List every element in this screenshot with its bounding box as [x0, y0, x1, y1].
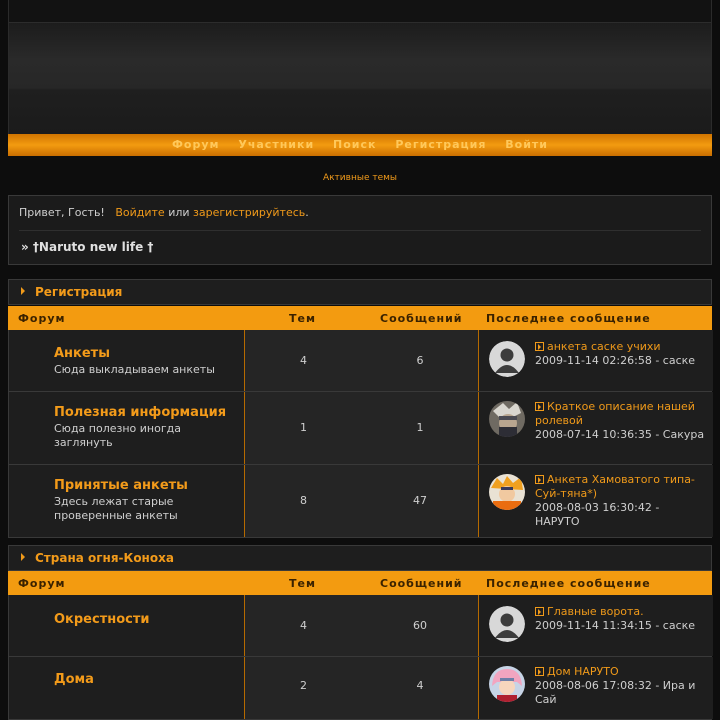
last-post-cell [479, 657, 713, 719]
col-last-post: Последнее сообщение [486, 577, 651, 590]
col-forum: Форум [18, 577, 66, 590]
header-top-strip [9, 0, 711, 23]
col-posts: Сообщений [380, 312, 463, 325]
last-post-info [535, 400, 705, 442]
topics-count [244, 465, 363, 537]
posts-count-value: 47 [413, 494, 427, 507]
posts-count [362, 392, 479, 464]
last-post-info [535, 605, 705, 633]
posts-count-value: 6 [416, 354, 424, 367]
last-post-meta: 2009-11-14 11:34:15 - саске [535, 619, 696, 632]
login-link[interactable]: Войдите [115, 206, 165, 219]
topics-count-value: 1 [300, 421, 307, 434]
topics-count [244, 392, 363, 464]
col-topics: Тем [289, 312, 316, 325]
topics-count [244, 595, 363, 656]
breadcrumb[interactable]: » †Naruto new life † [21, 240, 154, 254]
last-post-cell [479, 330, 713, 391]
topic-icon [535, 607, 544, 616]
topics-count-value: 2 [300, 679, 307, 692]
col-forum: Форум [18, 312, 66, 325]
posts-count-value: 60 [413, 619, 427, 632]
forum-name[interactable]: Анкеты [54, 346, 110, 361]
last-post-title[interactable]: Дом НАРУТО [547, 665, 619, 678]
category-title[interactable]: Регистрация [35, 285, 123, 299]
forum-row [8, 330, 712, 392]
last-post-cell [479, 595, 713, 656]
posts-count [362, 330, 479, 391]
topics-count [244, 330, 363, 391]
last-post-title[interactable]: анкета саске учихи [547, 340, 661, 353]
last-post-info [535, 340, 705, 368]
nav-members[interactable]: Участники [238, 138, 315, 151]
greeting-divider [19, 230, 701, 231]
col-last-post: Последнее сообщение [486, 312, 651, 325]
category-title[interactable]: Страна огня-Коноха [35, 551, 174, 565]
forum-name[interactable]: Дома [54, 672, 94, 687]
greeting-line [19, 206, 309, 219]
topics-count-value: 4 [300, 619, 307, 632]
forum-description: Здесь лежат старые проверенные анкеты [54, 495, 178, 522]
posts-count [362, 595, 479, 656]
forum-name[interactable]: Полезная информация [54, 405, 227, 420]
last-post-title[interactable]: Анкета Хамоватого типа-Суй-тяна*) [535, 473, 695, 500]
last-post-title[interactable]: Главные ворота. [547, 605, 644, 618]
category-header [8, 545, 712, 571]
table-header [8, 306, 712, 330]
forum-description: Сюда выкладываем анкеты [54, 363, 215, 376]
main-navbar [8, 134, 712, 156]
welcome-box [8, 195, 712, 265]
topics-count-value: 4 [300, 354, 307, 367]
last-post-cell [479, 465, 713, 537]
forum-name[interactable]: Окрестности [54, 612, 150, 627]
default-avatar-icon[interactable] [489, 606, 525, 642]
forum-row [8, 392, 712, 465]
last-post-meta: 2009-11-14 02:26:58 - саске [535, 354, 696, 367]
greeting-or: или [168, 206, 190, 219]
posts-count [362, 465, 479, 537]
topics-count [244, 657, 363, 719]
forum-row [8, 465, 712, 538]
last-post-cell [479, 392, 713, 464]
greeting-period: . [305, 206, 309, 219]
sakura-avatar-icon[interactable] [489, 666, 525, 702]
nav-search[interactable]: Поиск [333, 138, 377, 151]
topic-icon [535, 402, 544, 411]
nav-forum[interactable]: Форум [171, 138, 220, 151]
naruto-avatar-icon[interactable] [489, 474, 525, 510]
register-link[interactable]: зарегистрируйтесь [193, 206, 306, 219]
posts-count [362, 657, 479, 719]
active-topics-link[interactable]: Активные темы [322, 173, 398, 183]
collapse-arrow-icon[interactable] [21, 287, 25, 295]
last-post-meta: 2008-08-06 17:08:32 - Ира и Сай [535, 679, 696, 706]
last-post-info [535, 473, 705, 529]
topic-icon [535, 475, 544, 484]
nav-register[interactable]: Регистрация [395, 138, 487, 151]
topics-count-value: 8 [300, 494, 307, 507]
posts-count-value: 1 [416, 421, 424, 434]
forum-header-banner [8, 0, 712, 134]
collapse-arrow-icon[interactable] [21, 553, 25, 561]
nav-login[interactable]: Войти [505, 138, 549, 151]
posts-count-value: 4 [416, 679, 424, 692]
last-post-meta: 2008-08-03 16:30:42 - НАРУТО [535, 501, 660, 528]
forum-name[interactable]: Принятые анкеты [54, 478, 188, 493]
kakashi-avatar-icon[interactable] [489, 401, 525, 437]
topic-icon [535, 342, 544, 351]
last-post-meta: 2008-07-14 10:36:35 - Сакура [535, 428, 705, 441]
forum-description: Сюда полезно иногда заглянуть [54, 422, 181, 449]
default-avatar-icon[interactable] [489, 341, 525, 377]
col-posts: Сообщений [380, 577, 463, 590]
col-topics: Тем [289, 577, 316, 590]
forum-row [8, 657, 712, 720]
last-post-info [535, 665, 705, 707]
table-header [8, 571, 712, 595]
last-post-title[interactable]: Краткое описание нашей ролевой [535, 400, 695, 427]
forum-row [8, 595, 712, 657]
category-header [8, 279, 712, 305]
topic-icon [535, 667, 544, 676]
greeting-text: Привет, Гость! [19, 206, 105, 219]
